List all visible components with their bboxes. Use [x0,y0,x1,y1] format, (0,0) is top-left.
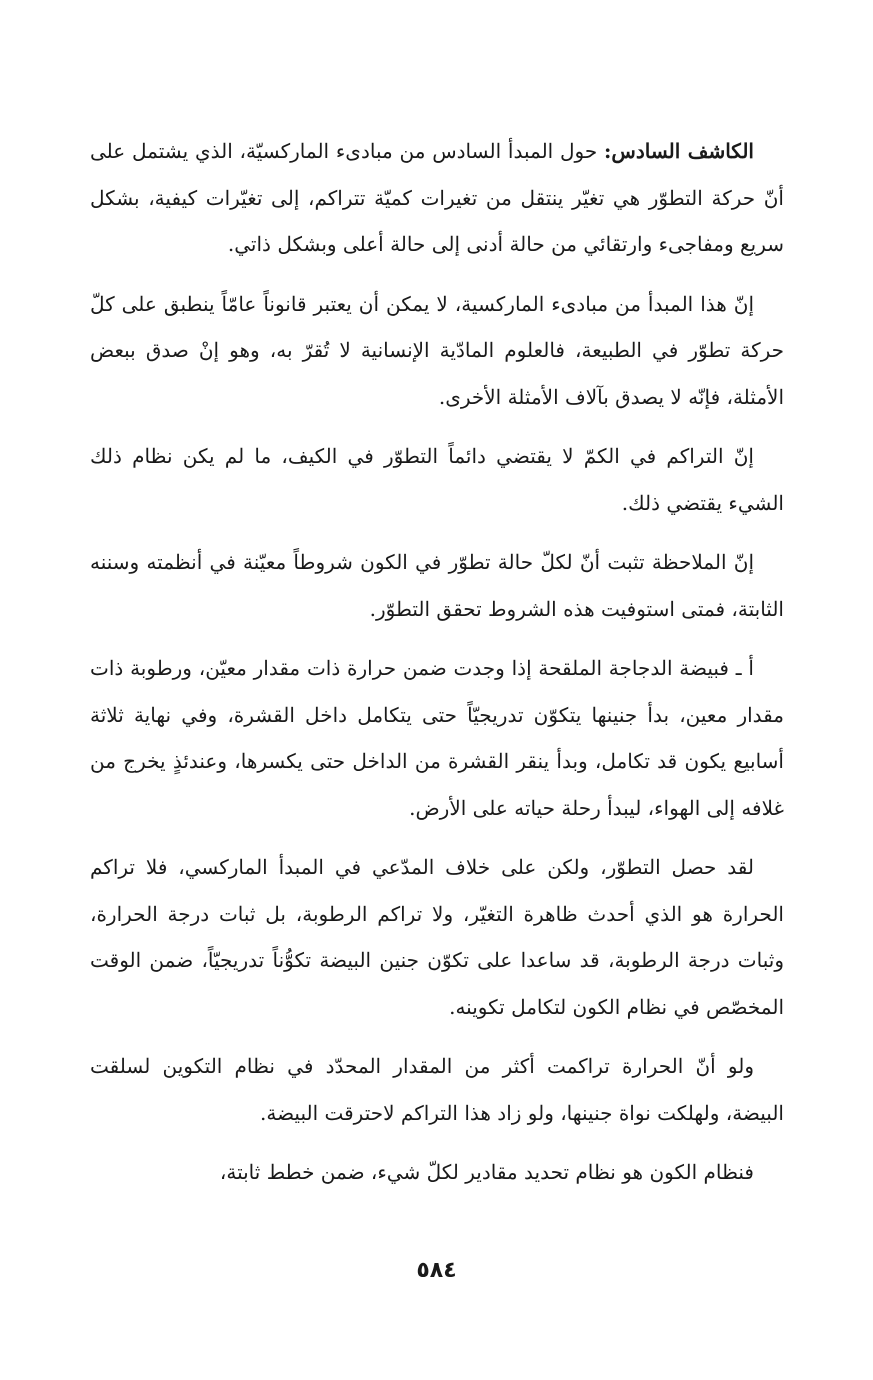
paragraph-3: إنّ التراكم في الكمّ لا يقتضي دائماً التطوّر في الكيف، ما لم يكن نظام ذلك الشيء يقتضي ذلك. [90,444,784,515]
body-text [90,128,784,1209]
paragraph-2: إنّ هذا المبدأ من مبادىء الماركسية، لا يمكن أن يعتبر قانوناً عامّاً ينطبق على كلّ حركة تطوّر في الطبيعة، فالعلوم المادّية الإنسانية لا تُقرّ به، وهو إنْ صدق ببعض الأمثلة، فإنّه لا يصدق بآلاف الأمثلة الأخرى. [90,291,784,409]
section-heading-lead: الكاشف السادس: [604,139,754,163]
paragraph-7: ولو أنّ الحرارة تراكمت أكثر من المقدار المحدّد في نظام التكوين لسلقت البيضة، ولهلكت نواة جنينها، ولو زاد هذا التراكم لاحترقت البيضة. [90,1054,784,1125]
paragraph-5: أ ـ فبيضة الدجاجة الملقحة إذا وجدت ضمن حرارة ذات مقدار معيّن، ورطوبة ذات مقدار معين، بدأ جنينها يتكوّن تدريجيّاً حتى يتكامل داخل القشرة، وفي نهاية ثلاثة أسابيع يكون قد تكامل، وبدأ ينقر القشرة من الداخل حتى يكسرها، وعندئذٍ يخرج من غلافه إلى الهواء، ليبدأ رحلة حياته على الأرض. [90,656,784,820]
paragraph-1 [90,128,784,268]
paragraph-text: حول المبدأ السادس من مبادىء الماركسيّة، الذي يشتمل على أنّ حركة التطوّر هي تغيّر ينتقل من تغيرات كميّة تتراكم، إلى تغيّرات كيفية، بشكل سريع ومفاجىء وارتقائي من حالة أدنى إلى حالة أعلى وبشكل ذاتي. [90,139,784,256]
page-number: ٥٨٤ [416,1258,457,1283]
paragraph-4: إنّ الملاحظة تثبت أنّ لكلّ حالة تطوّر في الكون شروطاً معيّنة في أنظمته وسننه الثابتة، فمتى استوفيت هذه الشروط تحقق التطوّر. [90,550,784,621]
paragraph-8: فنظام الكون هو نظام تحديد مقادير لكلّ شيء، ضمن خطط ثابتة، [219,1160,754,1184]
paragraph-6: لقد حصل التطوّر، ولكن على خلاف المدّعي في المبدأ الماركسي، فلا تراكم الحرارة هو الذي أحدث ظاهرة التغيّر، ولا تراكم الرطوبة، بل ثبات درجة الحرارة، وثبات درجة الرطوبة، قد ساعدا على تكوّن جنين البيضة تكوُّناً تدريجيّاً، ضمن الوقت المخصّص في نظام الكون لتكامل تكوينه. [90,855,784,1019]
